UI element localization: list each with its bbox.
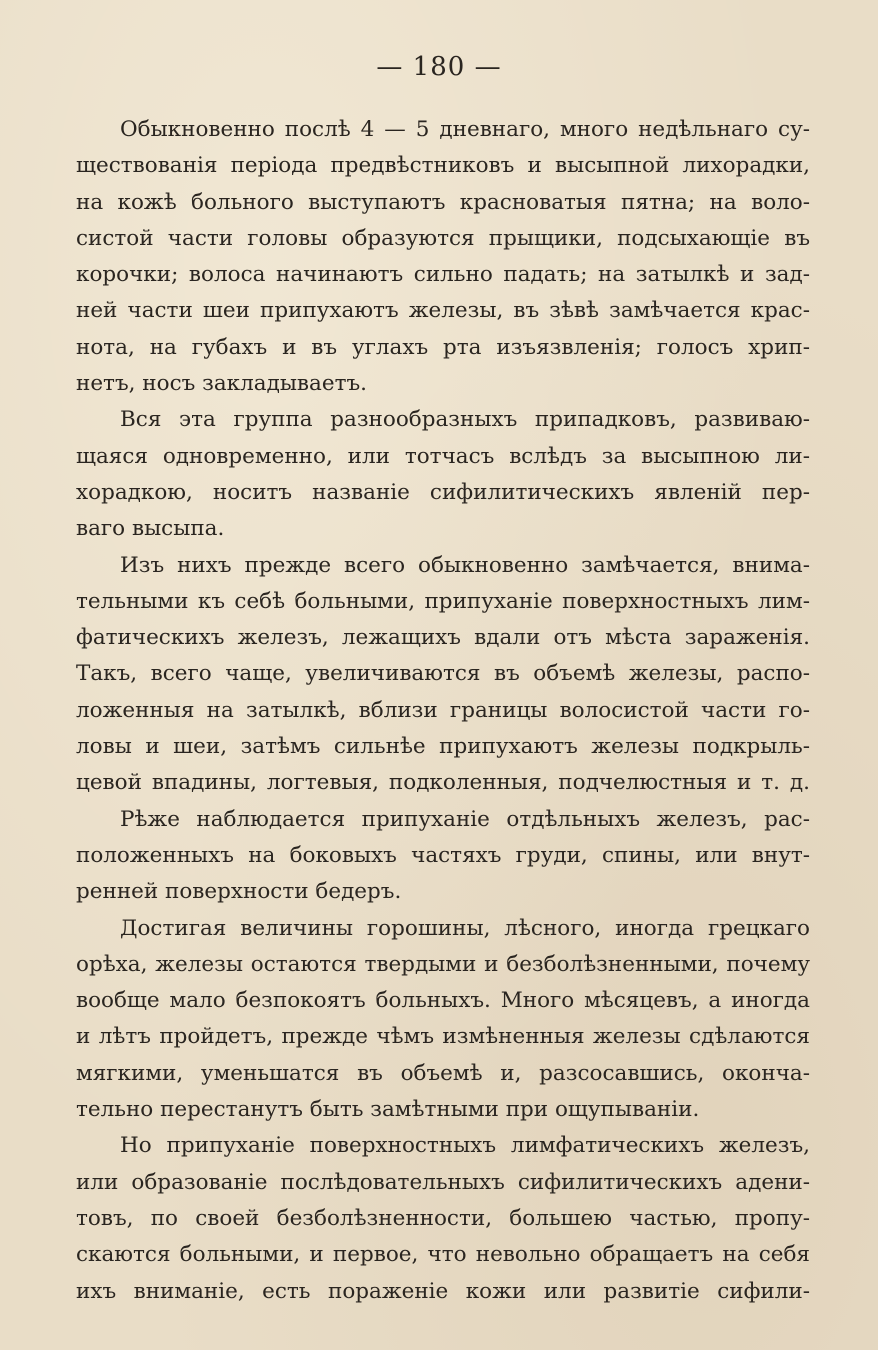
- text-line: нота, на губахъ и въ углахъ рта изъязвленія; голосъ хрип-: [76, 334, 810, 360]
- text-line: ней части шеи припухаютъ железы, въ зѣвѣ замѣчается крас-: [76, 298, 810, 324]
- paragraph: [76, 548, 810, 802]
- text-line: Достигая величины горошины, лѣсного, иногда грецкаго: [120, 915, 810, 941]
- text-line: Вся эта группа разнообразныхъ припадковъ, развиваю-: [120, 407, 810, 433]
- text-line: или образованіе послѣдовательныхъ сифилитическихъ адени-: [76, 1169, 810, 1195]
- paragraph: [76, 911, 810, 1129]
- text-line: вообще мало безпокоятъ больныхъ. Много мѣсяцевъ, а иногда: [76, 988, 810, 1014]
- paragraph: [76, 1128, 810, 1309]
- paragraph: [76, 112, 810, 402]
- text-line: цевой впадины, логтевыя, подколенныя, подчелюстныя и т. д.: [76, 770, 810, 796]
- text-line: ихъ вниманіе, есть пораженіе кожи или развитіе сифили-: [76, 1278, 810, 1304]
- text-line: на кожѣ больного выступаютъ красноватыя пятна; на воло-: [76, 189, 810, 215]
- text-line: Но припуханіе поверхностныхъ лимфатическихъ железъ,: [120, 1133, 810, 1159]
- text-line: товъ, по своей безболѣзненности, большею частью, пропу-: [76, 1205, 810, 1231]
- text-line: фатическихъ железъ, лежащихъ вдали отъ мѣста зараженія.: [76, 625, 810, 651]
- text-line: тельными къ себѣ больными, припуханіе поверхностныхъ лим-: [76, 588, 810, 614]
- text-line: щаяся одновременно, или тотчасъ вслѣдъ за высыпною ли-: [76, 443, 810, 469]
- text-line: мягкими, уменьшатся въ объемѣ и, разсосавшись, оконча-: [76, 1060, 810, 1086]
- text-line: Обыкновенно послѣ 4 — 5 дневнаго, много недѣльнаго су-: [120, 117, 810, 142]
- text-line: и лѣтъ пройдетъ, прежде чѣмъ измѣненныя железы сдѣлаются: [76, 1024, 810, 1050]
- text-line: Такъ, всего чаще, увеличиваются въ объемѣ железы, распо-: [76, 661, 810, 687]
- page-number: — 180 —: [376, 52, 502, 82]
- text-line: ренней поверхности бедеръ.: [76, 879, 402, 905]
- text-line: ложенныя на затылкѣ, вблизи границы волосистой части го-: [76, 697, 810, 723]
- body-text: [76, 112, 810, 1310]
- text-line: хорадкою, носитъ названіе сифилитическихъ явленій пер-: [76, 479, 810, 505]
- text-line: нетъ, носъ закладываетъ.: [76, 371, 367, 397]
- paragraph: [76, 802, 810, 911]
- text-line: скаются больными, и первое, что невольно обращаетъ на себя: [76, 1242, 810, 1268]
- text-line: ществованія періода предвѣстниковъ и высыпной лихорадки,: [76, 153, 810, 179]
- text-line: ловы и шеи, затѣмъ сильнѣе припухаютъ железы подкрыль-: [76, 734, 810, 760]
- text-line: корочки; волоса начинаютъ сильно падать; на затылкѣ и зад-: [76, 262, 810, 288]
- text-line: орѣха, железы остаются твердыми и безболѣзненными, почему: [76, 951, 810, 977]
- paragraph: [76, 402, 810, 547]
- text-line: тельно перестанутъ быть замѣтными при ощупываніи.: [76, 1097, 700, 1123]
- text-line: Изъ нихъ прежде всего обыкновенно замѣчается, внима-: [120, 552, 810, 578]
- text-line: положенныхъ на боковыхъ частяхъ груди, спины, или внут-: [76, 842, 810, 868]
- text-line: систой части головы образуются прыщики, подсыхающіе въ: [76, 225, 810, 251]
- text-line: ваго высыпа.: [76, 516, 225, 542]
- text-line: Рѣже наблюдается припуханіе отдѣльныхъ железъ, рас-: [120, 806, 810, 832]
